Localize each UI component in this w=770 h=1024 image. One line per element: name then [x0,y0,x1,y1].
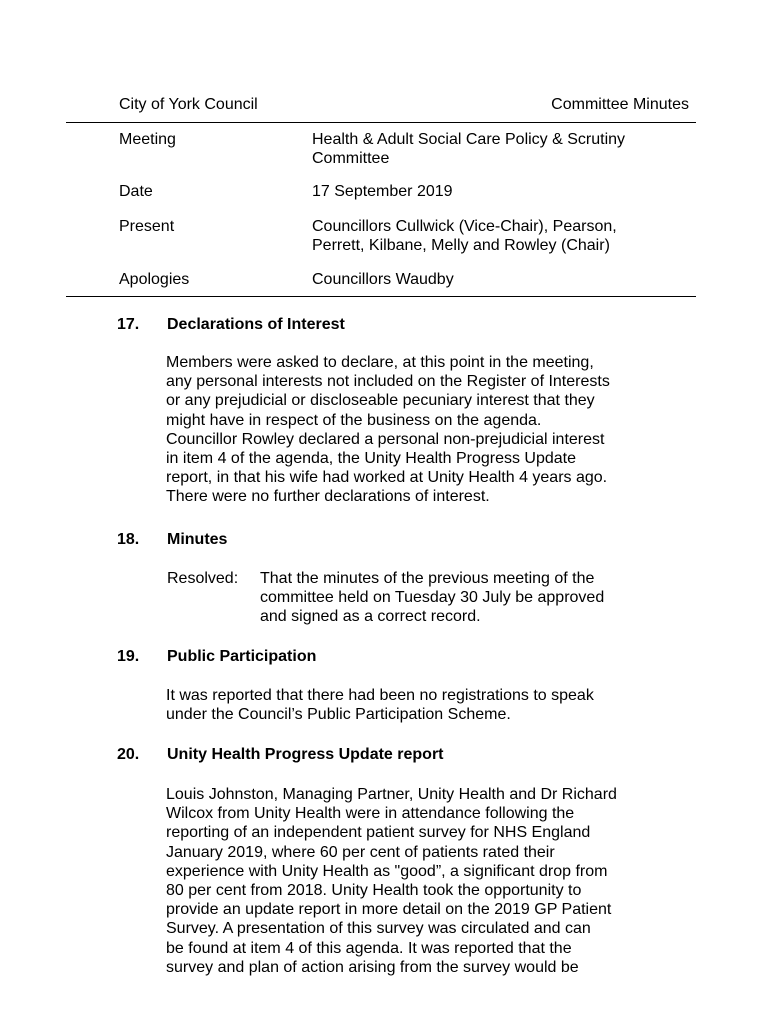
body-line: survey and plan of action arising from the survey would be [166,958,579,976]
item-title: Public Participation [167,648,317,665]
date-label: Date [119,183,153,200]
body-line: Survey. A presentation of this survey was circulated and can [166,920,591,938]
item-number: 18. [117,531,140,548]
body-line: That the minutes of the previous meeting of the [260,570,595,587]
body-line: report, in that his wife had worked at Unity Health 4 years ago. [166,469,608,487]
meeting-line: Committee [312,150,390,167]
body-line: under the Council’s Public Participation Scheme. [166,706,511,724]
present-label: Present [119,218,175,235]
body-line: experience with Unity Health as "good”, a significant drop from [166,862,608,880]
date-value: 17 September 2019 [312,183,453,200]
council-name: City of York Council [119,96,258,113]
item-title: Declarations of Interest [167,316,345,333]
meeting-label: Meeting [119,131,176,148]
body-line: in item 4 of the agenda, the Unity Health Progress Update [166,449,577,467]
body-line: Councillor Rowley declared a personal non-prejudicial interest [166,430,605,448]
item-number: 19. [117,648,140,665]
body-line: provide an update report in more detail on the 2019 GP Patient [166,901,612,919]
body-line: Members were asked to declare, at this point in the meeting, [166,354,594,371]
body-line: reporting of an independent patient survey for NHS England [166,824,591,842]
body-line: might have in respect of the business on the agenda. [166,411,542,429]
resolved-text [260,569,700,627]
body-line: any personal interests not included on the Register of Interests [166,373,610,391]
item-body [166,785,706,977]
body-line: Louis Johnston, Managing Partner, Unity Health and Dr Richard [166,786,617,803]
body-line: Wilcox from Unity Health were in attendance following the [166,805,575,823]
body-line: There were no further declarations of interest. [166,488,490,506]
meta-divider [66,296,696,297]
body-line: 80 per cent from 2018. Unity Health took the opportunity to [166,881,582,899]
item-number: 17. [117,316,140,333]
resolved-label: Resolved: [167,570,239,587]
header-divider [66,122,696,123]
body-line: or any prejudicial or discloseable pecuniary interest that they [166,392,595,410]
present-line: Perrett, Kilbane, Melly and Rowley (Chair) [312,237,610,254]
body-line: committee held on Tuesday 30 July be approved [260,589,605,607]
body-line: It was reported that there had been no registrations to speak [166,687,594,704]
item-title: Unity Health Progress Update report [167,746,444,763]
item-body [166,353,706,507]
meeting-value [312,130,625,168]
present-value [312,217,617,255]
body-line: and signed as a correct record. [260,608,481,626]
document-type: Committee Minutes [551,96,689,113]
item-title: Minutes [167,531,228,548]
apologies-label: Apologies [119,271,190,288]
body-line: January 2019, where 60 per cent of patients rated their [166,843,555,861]
body-line: be found at item 4 of this agenda. It was reported that the [166,939,572,957]
meeting-line: Health & Adult Social Care Policy & Scrutiny [312,131,626,148]
apologies-value: Councillors Waudby [312,271,454,288]
item-number: 20. [117,746,140,763]
present-line: Councillors Cullwick (Vice-Chair), Pearson, [312,218,617,235]
item-body [166,686,706,724]
